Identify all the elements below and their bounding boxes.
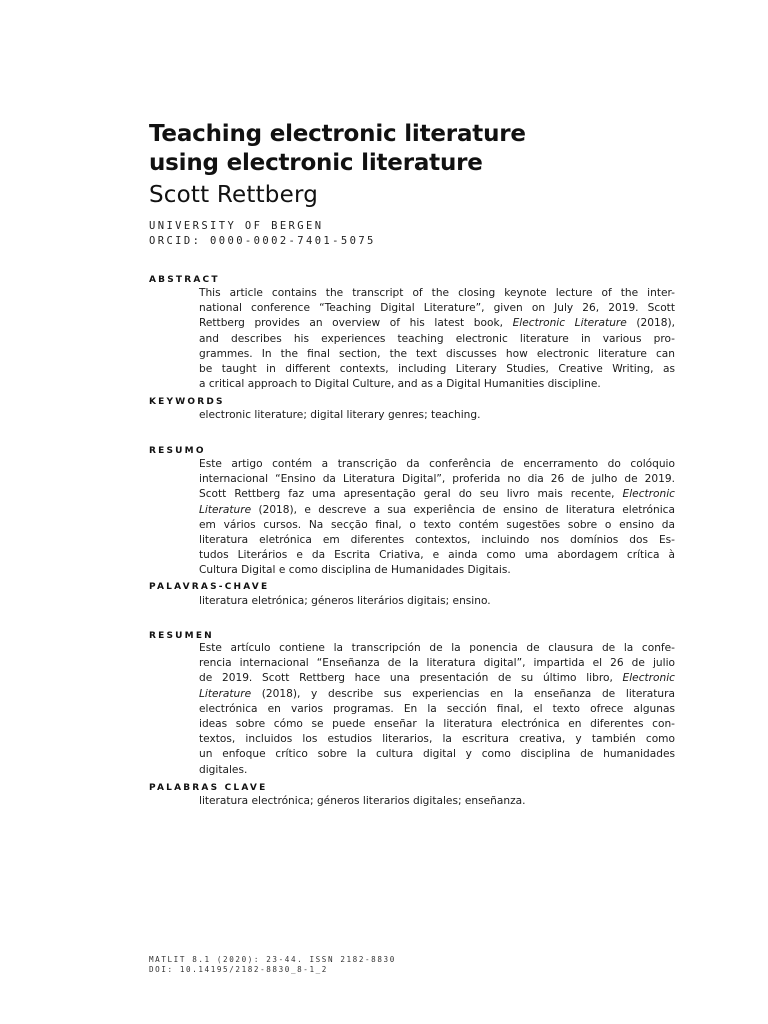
- footer-citation: MATLIT 8.1 (2020): 23-44. ISSN 2182-8830: [149, 955, 396, 964]
- abstract-line: This article contains the transcript of the closing keynote lecture of the inter-: [199, 287, 675, 299]
- resumen-line: ideas sobre cómo se puede enseñar la literatura electrónica en diferentes con-: [199, 717, 675, 730]
- abstract-line: and describes his experiences teaching electronic literature in various pro-: [199, 332, 675, 345]
- resumo-body: [199, 457, 675, 579]
- resumen-line: de 2019. Scott Rettberg hace una presentación de su último libro, Electronic: [199, 672, 675, 685]
- resumen-line: electrónica en varios programas. En la sección final, el texto ofrece algunas: [199, 702, 675, 715]
- resumo-line: tudos Literários e da Escrita Criativa, e ainda como uma abordagem crítica à: [199, 549, 675, 562]
- book-title-italic: Electronic Literature: [512, 317, 627, 330]
- palabras-clave-text: literatura electrónica; géneros literarios digitales; enseñanza.: [199, 795, 526, 807]
- abstract-line: national conference “Teaching Digital Literature”, given on July 26, 2019. Scott: [199, 302, 675, 315]
- resumo-line: Literature (2018), e descreve a sua experiência de ensino de literatura eletrónica: [199, 503, 675, 516]
- resumo-heading: RESUMO: [149, 446, 206, 456]
- abstract-line: a critical approach to Digital Culture, and as a Digital Humanities discipline.: [199, 378, 601, 391]
- affiliation-orcid: ORCID: 0000-0002-7401-5075: [149, 235, 376, 247]
- abstract-heading: ABSTRACT: [149, 275, 220, 285]
- keywords-heading: KEYWORDS: [149, 397, 225, 407]
- resumo-line: internacional “Ensino da Literatura Digital”, proferida no dia 26 de julho de 2019.: [199, 473, 675, 486]
- resumen-body: [199, 641, 675, 778]
- abstract-line: grammes. In the final section, the text discusses how electronic literature can: [199, 347, 675, 360]
- resumo-line: Cultura Digital e como disciplina de Humanidades Digitais.: [199, 564, 511, 577]
- resumo-line: Este artigo contém a transcrição da conferência de encerramento do colóquio: [199, 458, 675, 470]
- palavras-chave-text: literatura eletrónica; géneros literários digitais; ensino.: [199, 595, 491, 607]
- article-title-line-1: Teaching electronic literature: [149, 121, 526, 147]
- resumo-line: em vários cursos. Na secção final, o texto contém sugestões sobre o ensino da: [199, 518, 675, 531]
- article-title-line-2: using electronic literature: [149, 150, 483, 176]
- resumen-heading: RESUMEN: [149, 631, 214, 641]
- article-title: [149, 120, 669, 178]
- resumen-line: rencia internacional “Enseñanza de la literatura digital”, impartida el 26 de julio: [199, 657, 675, 670]
- abstract-body: [199, 286, 675, 392]
- author-name: Scott Rettberg: [149, 182, 318, 208]
- abstract-line: be taught in different contexts, including Literary Studies, Creative Writing, as: [199, 362, 675, 375]
- resumen-line: digitales.: [199, 763, 248, 776]
- palabras-clave-heading: PALABRAS CLAVE: [149, 783, 268, 793]
- book-title-italic: Literature: [199, 687, 252, 700]
- book-title-italic: Electronic: [622, 488, 675, 501]
- resumen-line: un enfoque crítico sobre la cultura digital y como disciplina de humanidades: [199, 748, 675, 761]
- palavras-chave-heading: PALAVRAS-CHAVE: [149, 582, 270, 592]
- abstract-line: Rettberg provides an overview of his latest book, Electronic Literature (2018),: [199, 317, 675, 330]
- keywords-text: electronic literature; digital literary genres; teaching.: [199, 409, 481, 421]
- affiliation-institution: UNIVERSITY OF BERGEN: [149, 220, 324, 232]
- resumo-line: Scott Rettberg faz uma apresentação geral do seu livro mais recente, Electronic: [199, 488, 675, 501]
- resumo-line: literatura eletrónica em diferentes contextos, incluindo nos domínios dos Es-: [199, 533, 675, 546]
- resumen-line: Este artículo contiene la transcripción de la ponencia de clausura de la confe-: [199, 642, 675, 654]
- book-title-italic: Literature: [199, 503, 252, 516]
- book-title-italic: Electronic: [622, 672, 675, 685]
- resumen-line: textos, incluidos los estudios literarios, la escritura creativa, y también como: [199, 733, 675, 746]
- resumen-line: Literature (2018), y describe sus experiencias en la enseñanza de literatura: [199, 687, 675, 700]
- footer-doi: DOI: 10.14195/2182-8830_8-1_2: [149, 965, 328, 974]
